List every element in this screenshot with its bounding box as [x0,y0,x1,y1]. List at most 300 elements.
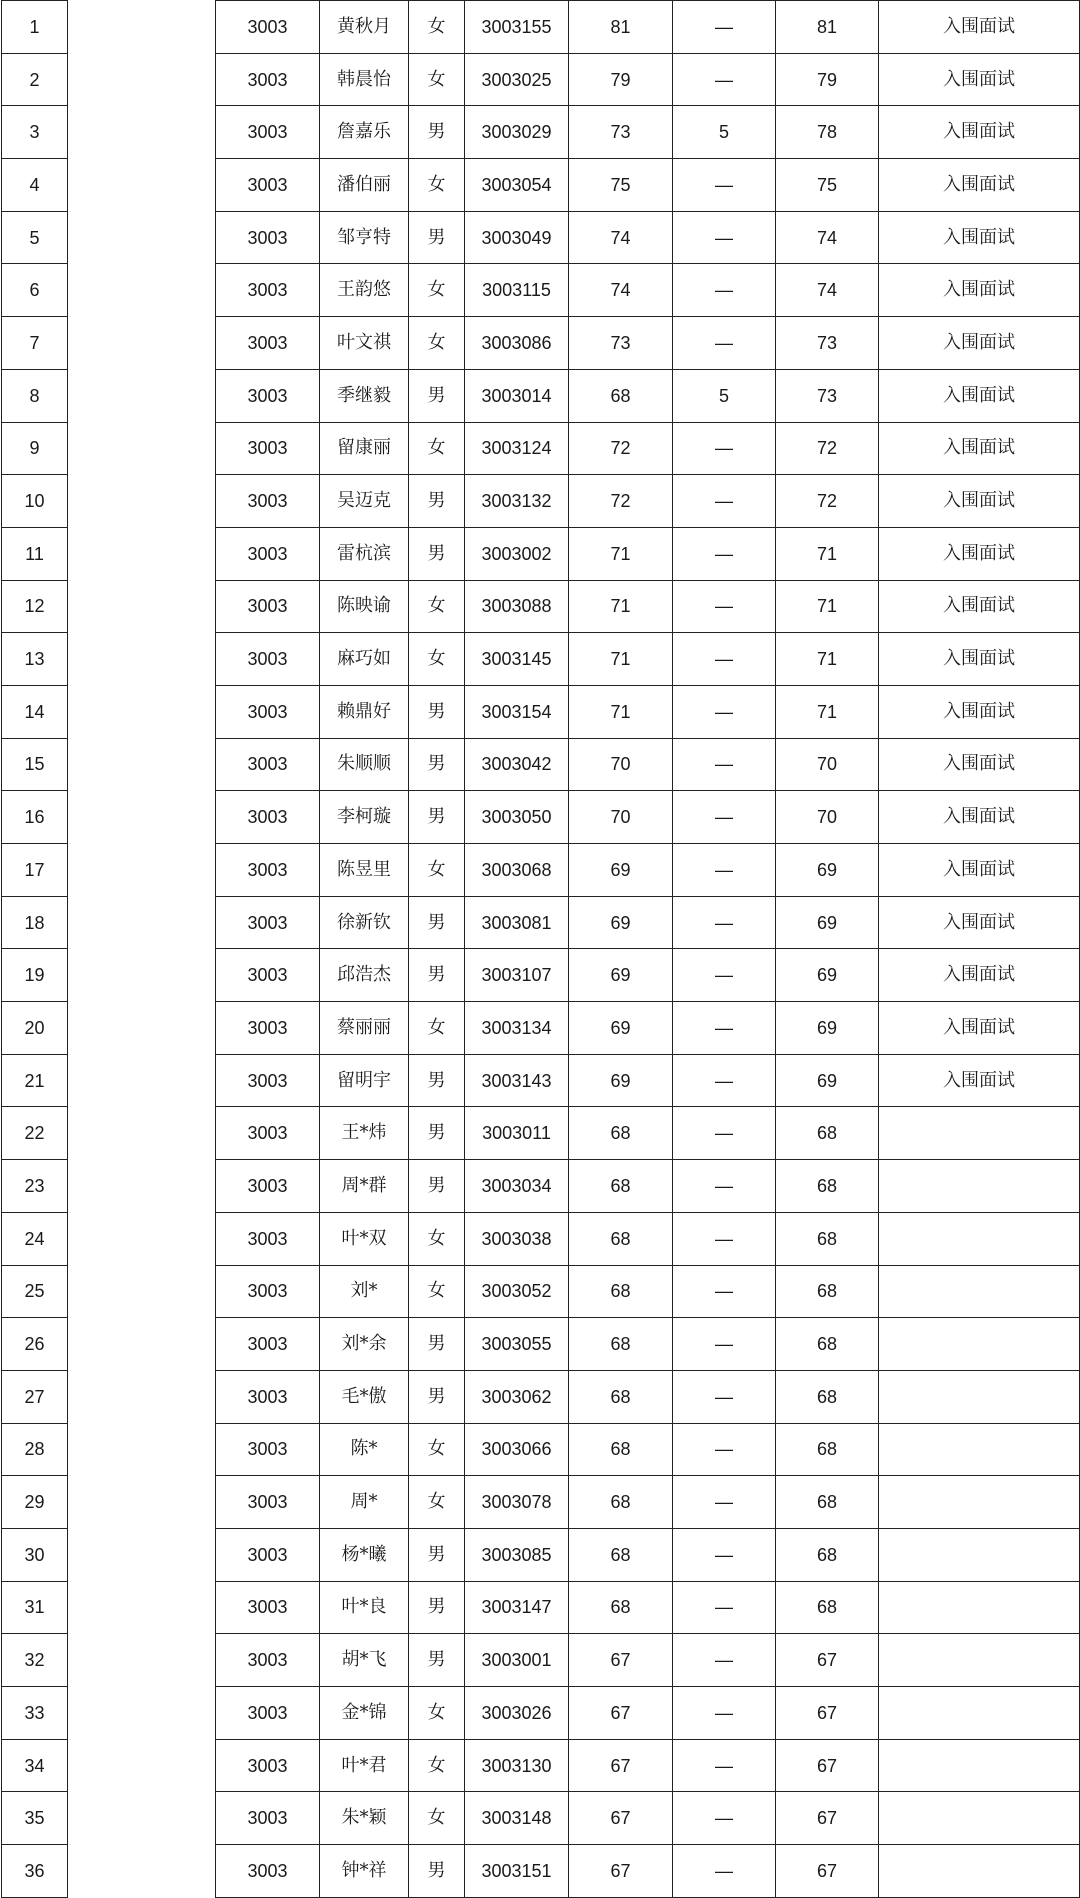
result-cell: 入围面试 [879,211,1080,264]
result-cell [879,1265,1080,1318]
bonus-points: — [673,1370,776,1423]
gender-cell: 女 [409,317,465,370]
exam-number: 3003062 [465,1370,569,1423]
row-number: 30 [2,1528,68,1581]
table-row [2,264,1080,317]
bonus-points: 5 [673,369,776,422]
total-score: 68 [776,1107,879,1160]
table-row [2,422,1080,475]
results-table [1,0,1080,1898]
candidate-name: 潘伯丽 [320,159,409,212]
row-number: 34 [2,1739,68,1792]
position-code: 3003 [216,53,320,106]
table-row [2,1476,1080,1529]
table-row [2,738,1080,791]
result-cell [879,1423,1080,1476]
gender-cell: 男 [409,738,465,791]
exam-number: 3003145 [465,633,569,686]
result-cell: 入围面试 [879,475,1080,528]
written-score: 81 [569,1,673,54]
candidate-name: 蔡丽丽 [320,1002,409,1055]
blank-cell [68,738,216,791]
position-code: 3003 [216,1845,320,1898]
written-score: 68 [569,1423,673,1476]
candidate-name: 叶*君 [320,1739,409,1792]
position-code: 3003 [216,1423,320,1476]
exam-number: 3003115 [465,264,569,317]
result-cell [879,1212,1080,1265]
candidate-name: 季继毅 [320,369,409,422]
row-number: 23 [2,1160,68,1213]
row-number: 4 [2,159,68,212]
result-cell: 入围面试 [879,264,1080,317]
bonus-points: — [673,1,776,54]
position-code: 3003 [216,1107,320,1160]
exam-number: 3003086 [465,317,569,370]
blank-cell [68,53,216,106]
table-row [2,475,1080,528]
gender-cell: 男 [409,1107,465,1160]
bonus-points: — [673,1002,776,1055]
bonus-points: — [673,1107,776,1160]
exam-number: 3003034 [465,1160,569,1213]
exam-number: 3003085 [465,1528,569,1581]
gender-cell: 男 [409,685,465,738]
result-cell [879,1792,1080,1845]
bonus-points: — [673,422,776,475]
row-number: 11 [2,527,68,580]
result-cell [879,1318,1080,1371]
exam-number: 3003026 [465,1687,569,1740]
position-code: 3003 [216,1,320,54]
exam-number: 3003081 [465,896,569,949]
gender-cell: 女 [409,1212,465,1265]
gender-cell: 女 [409,580,465,633]
written-score: 68 [569,1212,673,1265]
table-row [2,1581,1080,1634]
blank-cell [68,1318,216,1371]
exam-number: 3003107 [465,949,569,1002]
exam-number: 3003066 [465,1423,569,1476]
table-row [2,1,1080,54]
total-score: 67 [776,1739,879,1792]
candidate-name: 叶*良 [320,1581,409,1634]
row-number: 21 [2,1054,68,1107]
exam-number: 3003132 [465,475,569,528]
bonus-points: 5 [673,106,776,159]
gender-cell: 女 [409,1,465,54]
exam-number: 3003068 [465,844,569,897]
result-cell [879,1739,1080,1792]
gender-cell: 男 [409,1845,465,1898]
blank-cell [68,106,216,159]
bonus-points: — [673,580,776,633]
table-row [2,1792,1080,1845]
bonus-points: — [673,1687,776,1740]
total-score: 72 [776,422,879,475]
position-code: 3003 [216,738,320,791]
total-score: 67 [776,1845,879,1898]
candidate-name: 刘*余 [320,1318,409,1371]
table-row [2,53,1080,106]
row-number: 7 [2,317,68,370]
gender-cell: 女 [409,633,465,686]
total-score: 69 [776,1002,879,1055]
gender-cell: 男 [409,1054,465,1107]
position-code: 3003 [216,1476,320,1529]
bonus-points: — [673,527,776,580]
total-score: 81 [776,1,879,54]
written-score: 74 [569,264,673,317]
table-row [2,1160,1080,1213]
blank-cell [68,1370,216,1423]
blank-cell [68,1002,216,1055]
row-number: 17 [2,844,68,897]
blank-cell [68,159,216,212]
position-code: 3003 [216,1265,320,1318]
bonus-points: — [673,1054,776,1107]
gender-cell: 女 [409,844,465,897]
bonus-points: — [673,844,776,897]
bonus-points: — [673,1845,776,1898]
table-row [2,685,1080,738]
exam-number: 3003154 [465,685,569,738]
exam-number: 3003054 [465,159,569,212]
candidate-name: 王*炜 [320,1107,409,1160]
gender-cell: 男 [409,896,465,949]
blank-cell [68,211,216,264]
exam-number: 3003055 [465,1318,569,1371]
table-row [2,211,1080,264]
gender-cell: 男 [409,106,465,159]
candidate-name: 胡*飞 [320,1634,409,1687]
blank-cell [68,369,216,422]
row-number: 9 [2,422,68,475]
gender-cell: 男 [409,949,465,1002]
total-score: 68 [776,1528,879,1581]
row-number: 35 [2,1792,68,1845]
bonus-points: — [673,53,776,106]
candidate-name: 周* [320,1476,409,1529]
result-cell: 入围面试 [879,369,1080,422]
total-score: 73 [776,369,879,422]
total-score: 68 [776,1423,879,1476]
candidate-name: 杨*曦 [320,1528,409,1581]
blank-cell [68,1528,216,1581]
gender-cell: 男 [409,475,465,528]
result-cell: 入围面试 [879,527,1080,580]
exam-number: 3003049 [465,211,569,264]
result-cell [879,1634,1080,1687]
total-score: 78 [776,106,879,159]
result-cell [879,1581,1080,1634]
exam-number: 3003130 [465,1739,569,1792]
blank-cell [68,1054,216,1107]
written-score: 74 [569,211,673,264]
blank-cell [68,1423,216,1476]
table-row [2,527,1080,580]
gender-cell: 男 [409,527,465,580]
row-number: 26 [2,1318,68,1371]
row-number: 18 [2,896,68,949]
written-score: 69 [569,949,673,1002]
result-cell: 入围面试 [879,53,1080,106]
candidate-name: 刘* [320,1265,409,1318]
exam-number: 3003042 [465,738,569,791]
candidate-name: 毛*傲 [320,1370,409,1423]
row-number: 2 [2,53,68,106]
candidate-name: 陈* [320,1423,409,1476]
table-row [2,1054,1080,1107]
bonus-points: — [673,633,776,686]
written-score: 68 [569,369,673,422]
candidate-name: 吴迈克 [320,475,409,528]
table-row [2,1528,1080,1581]
blank-cell [68,791,216,844]
candidate-name: 陈映谕 [320,580,409,633]
candidate-name: 叶文祺 [320,317,409,370]
blank-cell [68,844,216,897]
result-cell [879,1687,1080,1740]
exam-number: 3003155 [465,1,569,54]
total-score: 75 [776,159,879,212]
position-code: 3003 [216,633,320,686]
written-score: 67 [569,1739,673,1792]
result-cell: 入围面试 [879,791,1080,844]
candidate-name: 徐新钦 [320,896,409,949]
row-number: 10 [2,475,68,528]
written-score: 68 [569,1476,673,1529]
bonus-points: — [673,949,776,1002]
gender-cell: 男 [409,369,465,422]
exam-number: 3003038 [465,1212,569,1265]
blank-cell [68,1739,216,1792]
candidate-name: 陈昱里 [320,844,409,897]
position-code: 3003 [216,896,320,949]
gender-cell: 女 [409,1687,465,1740]
result-cell: 入围面试 [879,633,1080,686]
total-score: 71 [776,580,879,633]
total-score: 68 [776,1160,879,1213]
row-number: 8 [2,369,68,422]
candidate-name: 金*锦 [320,1687,409,1740]
total-score: 74 [776,211,879,264]
row-number: 36 [2,1845,68,1898]
written-score: 68 [569,1370,673,1423]
written-score: 68 [569,1107,673,1160]
total-score: 71 [776,633,879,686]
row-number: 19 [2,949,68,1002]
position-code: 3003 [216,527,320,580]
position-code: 3003 [216,317,320,370]
table-row [2,1423,1080,1476]
bonus-points: — [673,1581,776,1634]
candidate-name: 麻巧如 [320,633,409,686]
written-score: 70 [569,791,673,844]
written-score: 79 [569,53,673,106]
written-score: 68 [569,1528,673,1581]
position-code: 3003 [216,1370,320,1423]
written-score: 71 [569,685,673,738]
bonus-points: — [673,1265,776,1318]
position-code: 3003 [216,369,320,422]
table-row [2,1107,1080,1160]
candidate-name: 赖鼎好 [320,685,409,738]
result-cell [879,1528,1080,1581]
blank-cell [68,1476,216,1529]
row-number: 13 [2,633,68,686]
position-code: 3003 [216,1581,320,1634]
row-number: 22 [2,1107,68,1160]
gender-cell: 女 [409,1792,465,1845]
blank-cell [68,1581,216,1634]
position-code: 3003 [216,1212,320,1265]
written-score: 68 [569,1581,673,1634]
row-number: 28 [2,1423,68,1476]
bonus-points: — [673,738,776,791]
table-row [2,1634,1080,1687]
row-number: 33 [2,1687,68,1740]
exam-number: 3003011 [465,1107,569,1160]
blank-cell [68,1265,216,1318]
table-row [2,580,1080,633]
position-code: 3003 [216,1739,320,1792]
result-cell: 入围面试 [879,106,1080,159]
position-code: 3003 [216,844,320,897]
written-score: 68 [569,1265,673,1318]
total-score: 69 [776,1054,879,1107]
written-score: 69 [569,896,673,949]
table-row [2,949,1080,1002]
gender-cell: 女 [409,1423,465,1476]
total-score: 73 [776,317,879,370]
blank-cell [68,1107,216,1160]
candidate-name: 朱顺顺 [320,738,409,791]
row-number: 24 [2,1212,68,1265]
row-number: 6 [2,264,68,317]
written-score: 72 [569,475,673,528]
table-row [2,1687,1080,1740]
table-row [2,317,1080,370]
bonus-points: — [673,1739,776,1792]
candidate-name: 詹嘉乐 [320,106,409,159]
result-cell: 入围面试 [879,1054,1080,1107]
bonus-points: — [673,475,776,528]
written-score: 71 [569,527,673,580]
total-score: 68 [776,1476,879,1529]
candidate-name: 邱浩杰 [320,949,409,1002]
blank-cell [68,1160,216,1213]
blank-cell [68,896,216,949]
written-score: 69 [569,1002,673,1055]
written-score: 69 [569,1054,673,1107]
exam-number: 3003148 [465,1792,569,1845]
gender-cell: 男 [409,791,465,844]
table-row [2,1739,1080,1792]
gender-cell: 女 [409,264,465,317]
bonus-points: — [673,317,776,370]
table-row [2,633,1080,686]
exam-number: 3003014 [465,369,569,422]
exam-number: 3003029 [465,106,569,159]
written-score: 75 [569,159,673,212]
blank-cell [68,949,216,1002]
gender-cell: 女 [409,1002,465,1055]
bonus-points: — [673,1528,776,1581]
exam-number: 3003025 [465,53,569,106]
position-code: 3003 [216,264,320,317]
exam-number: 3003143 [465,1054,569,1107]
gender-cell: 男 [409,1370,465,1423]
written-score: 68 [569,1318,673,1371]
row-number: 25 [2,1265,68,1318]
bonus-points: — [673,791,776,844]
position-code: 3003 [216,1634,320,1687]
candidate-name: 雷杭滨 [320,527,409,580]
table-row [2,1212,1080,1265]
bonus-points: — [673,1476,776,1529]
total-score: 67 [776,1687,879,1740]
blank-cell [68,580,216,633]
total-score: 79 [776,53,879,106]
row-number: 16 [2,791,68,844]
bonus-points: — [673,896,776,949]
written-score: 69 [569,844,673,897]
written-score: 68 [569,1160,673,1213]
position-code: 3003 [216,1687,320,1740]
exam-number: 3003088 [465,580,569,633]
table-row [2,1845,1080,1898]
row-number: 15 [2,738,68,791]
row-number: 12 [2,580,68,633]
total-score: 67 [776,1792,879,1845]
gender-cell: 男 [409,1528,465,1581]
blank-cell [68,1845,216,1898]
total-score: 68 [776,1370,879,1423]
bonus-points: — [673,1634,776,1687]
gender-cell: 男 [409,1581,465,1634]
total-score: 71 [776,527,879,580]
blank-cell [68,422,216,475]
position-code: 3003 [216,949,320,1002]
written-score: 73 [569,317,673,370]
row-number: 14 [2,685,68,738]
written-score: 73 [569,106,673,159]
bonus-points: — [673,685,776,738]
total-score: 69 [776,949,879,1002]
blank-cell [68,475,216,528]
candidate-name: 留康丽 [320,422,409,475]
blank-cell [68,633,216,686]
bonus-points: — [673,1792,776,1845]
row-number: 27 [2,1370,68,1423]
result-cell [879,1107,1080,1160]
result-cell [879,1845,1080,1898]
total-score: 68 [776,1581,879,1634]
bonus-points: — [673,1160,776,1213]
position-code: 3003 [216,1002,320,1055]
row-number: 31 [2,1581,68,1634]
result-cell [879,1370,1080,1423]
total-score: 74 [776,264,879,317]
written-score: 67 [569,1687,673,1740]
result-cell: 入围面试 [879,685,1080,738]
total-score: 69 [776,844,879,897]
total-score: 70 [776,791,879,844]
blank-cell [68,1212,216,1265]
position-code: 3003 [216,1054,320,1107]
candidate-name: 邹亨特 [320,211,409,264]
